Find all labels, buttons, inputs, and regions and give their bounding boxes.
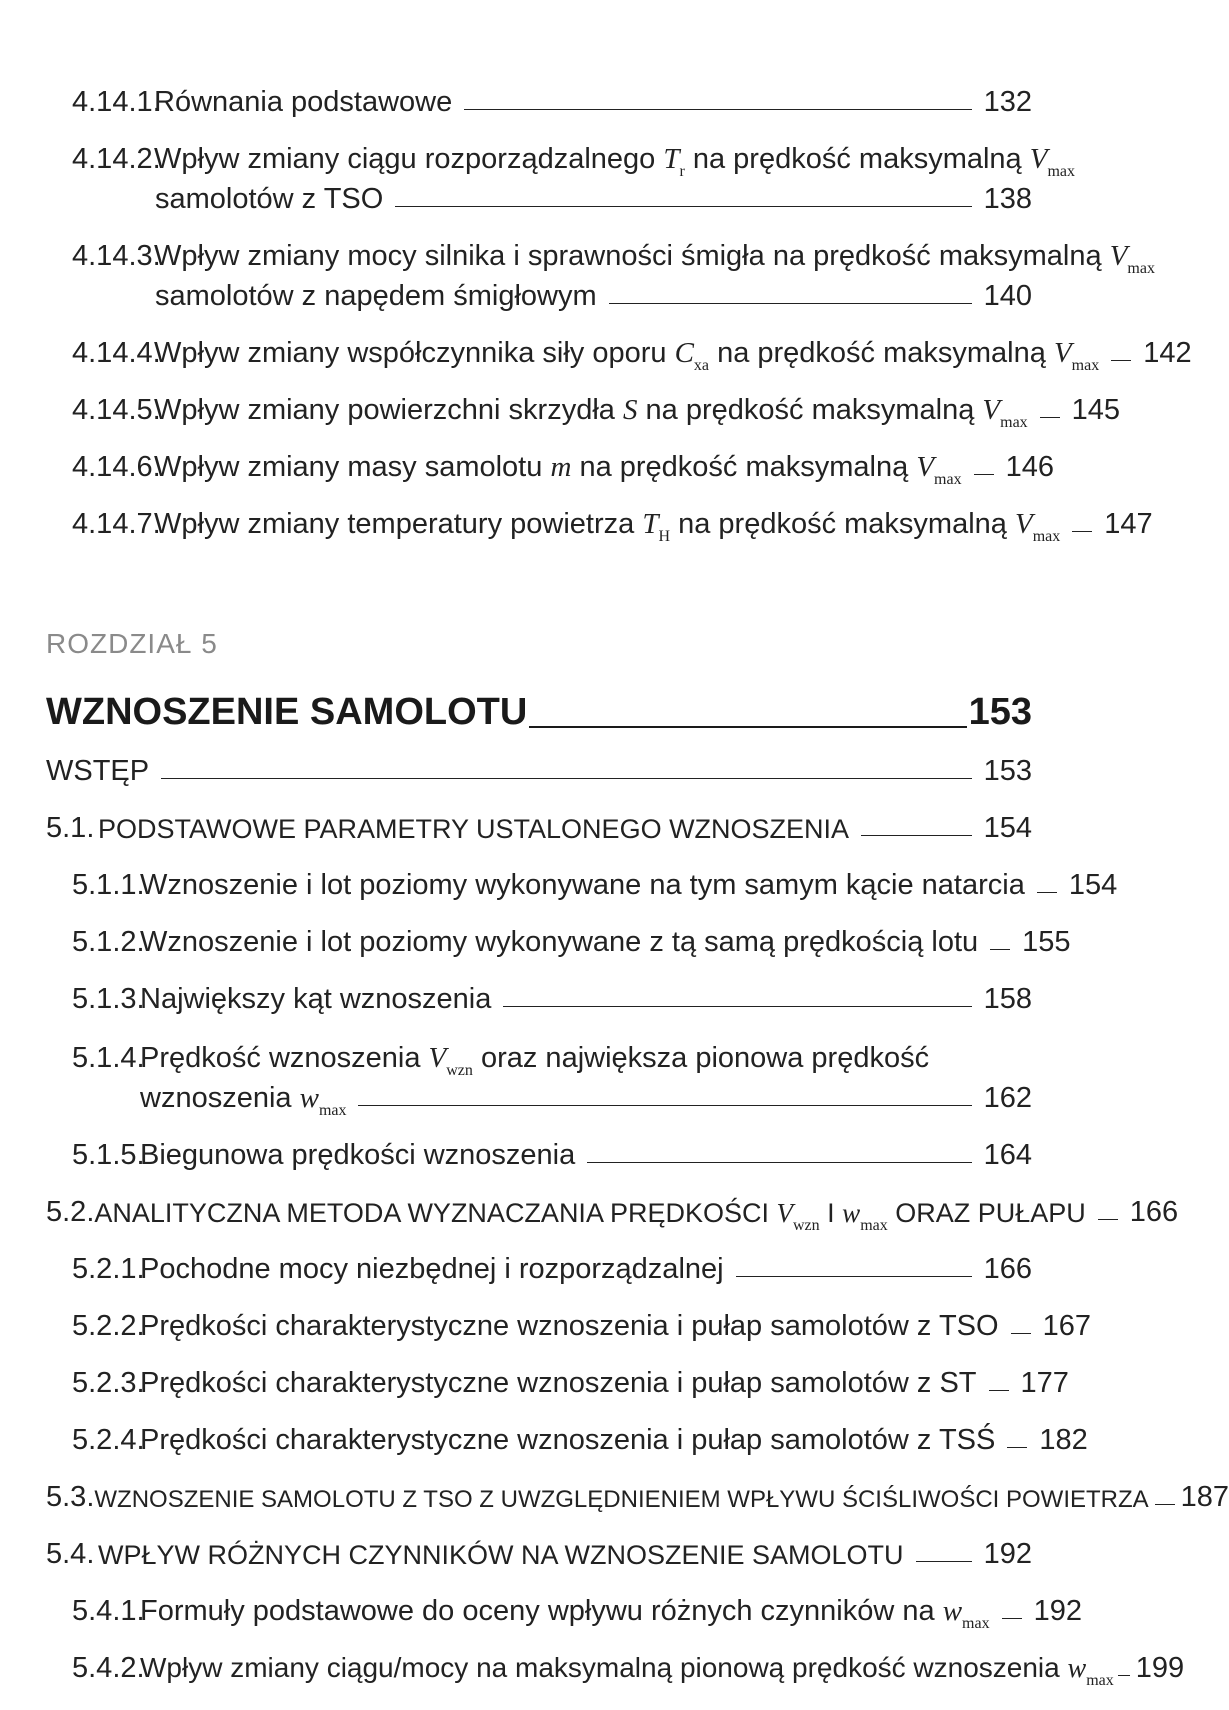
entry-title: WSTĘP (46, 755, 150, 787)
toc-entry (72, 143, 1076, 180)
entry-title: Prędkość wznoszenia $V_{wzn}$ oraz największa pionowa prędkość (140, 1042, 930, 1079)
entry-number: 4.14.6. (72, 451, 161, 483)
toc-entry (46, 1538, 1032, 1571)
entry-title: Wpływ zmiany masy samolotu m na prędkość maksymalną $V_{max}$ (154, 451, 962, 488)
entry-page: 166 (1129, 1196, 1179, 1228)
entry-title: Równania podstawowe (154, 86, 453, 118)
dot-leader (358, 1105, 971, 1106)
entry-number: 5.1. (46, 812, 95, 844)
entry-page: 187 (1180, 1481, 1229, 1513)
entry-page: 158 (983, 983, 1032, 1015)
entry-page: 145 (1071, 394, 1121, 426)
entry-page: 147 (1104, 508, 1153, 540)
entry-number: 5.2. (46, 1196, 95, 1228)
toc-entry (72, 1367, 1069, 1400)
entry-number: 5.1.5. (72, 1139, 145, 1171)
entry-page: 192 (1033, 1595, 1082, 1627)
entry-number: 5.3. (46, 1481, 95, 1513)
toc-entry (72, 337, 1192, 374)
entry-title: Prędkości charakterystyczne wznoszenia i pułap samolotów z ST (140, 1367, 977, 1399)
chapter-title-row (46, 690, 1032, 734)
toc-entry (72, 394, 1121, 431)
toc-entry (72, 1253, 1032, 1286)
entry-page: 140 (983, 280, 1032, 312)
toc-entry (72, 1139, 1032, 1172)
entry-page: 177 (1020, 1367, 1069, 1399)
dot-leader (1007, 1447, 1027, 1448)
entry-title: Wpływ zmiany powierzchni skrzydła S na prędkość maksymalną $V_{max}$ (154, 394, 1028, 431)
dot-leader (1118, 1675, 1130, 1676)
toc-entry-continuation (155, 183, 1032, 216)
entry-number: 5.1.1. (72, 869, 145, 901)
toc-entry (72, 1042, 930, 1079)
dot-leader (161, 778, 971, 779)
dot-leader (464, 109, 971, 110)
dot-leader (989, 1390, 1009, 1391)
toc-entry (72, 869, 1118, 902)
chapter-label: ROZDZIAŁ 5 (46, 628, 218, 659)
entry-title: WPŁYW RÓŻNYCH CZYNNIKÓW NA WZNOSZENIE SAMOLOTU (98, 1540, 904, 1570)
entry-title: Biegunowa prędkości wznoszenia (140, 1139, 576, 1171)
entry-page: 138 (983, 183, 1032, 215)
entry-number: 5.2.4. (72, 1424, 145, 1456)
dot-leader (503, 1006, 971, 1007)
entry-number: 5.4.1. (72, 1595, 145, 1627)
entry-title: ANALITYCZNA METODA WYZNACZANIA PRĘDKOŚCI $V_{wzn}$ I $w_{max}$ ORAZ PUŁAPU (94, 1198, 1086, 1234)
entry-title: Formuły podstawowe do oceny wpływu różnych czynników na $w_{max}$ (140, 1595, 990, 1632)
entry-title: WZNOSZENIE SAMOLOTU Z TSO Z UWZGLĘDNIENIEM WPŁYWU ŚCIŚLIWOŚCI POWIETRZA (94, 1486, 1149, 1513)
entry-page: 199 (1135, 1652, 1185, 1684)
toc-entry-continuation (155, 280, 1032, 313)
toc-entry (72, 926, 1071, 959)
entry-page: 132 (983, 86, 1032, 118)
entry-number: 4.14.7. (72, 508, 161, 540)
toc-entry (72, 508, 1153, 545)
entry-page: 146 (1005, 451, 1054, 483)
toc-entry (72, 1424, 1088, 1457)
dot-leader (1098, 1219, 1118, 1220)
entry-number: 4.14.5. (72, 394, 161, 426)
chapter-title: WZNOSZENIE SAMOLOTU (46, 691, 528, 733)
toc-entry (72, 451, 1054, 488)
entry-title: Wpływ zmiany współczynnika siły oporu $C_{xa}$ na prędkość maksymalną $V_{max}$ (154, 337, 1100, 374)
entry-number: 5.2.1. (72, 1253, 145, 1285)
entry-title: Wpływ zmiany mocy silnika i sprawności śmigła na prędkość maksymalną $V_{max}$ (154, 240, 1155, 277)
entry-title: Wpływ zmiany ciągu/mocy na maksymalną pionową prędkość wznoszenia $w_{max}$ (140, 1652, 1114, 1689)
dot-leader (529, 726, 966, 728)
entry-title: Wznoszenie i lot poziomy wykonywane z tą samą prędkością lotu (140, 926, 979, 958)
entry-title: Prędkości charakterystyczne wznoszenia i pułap samolotów z TSŚ (140, 1424, 996, 1456)
dot-leader (587, 1162, 971, 1163)
dot-leader (916, 1561, 972, 1562)
dot-leader (395, 206, 971, 207)
entry-page: 154 (983, 812, 1032, 844)
toc-entry (46, 812, 1032, 845)
entry-title: Wpływ zmiany ciągu rozporządzalnego $T_r$ na prędkość maksymalną $V_{max}$ (154, 143, 1076, 180)
entry-number: 4.14.1. (72, 86, 161, 118)
entry-title: Największy kąt wznoszenia (140, 983, 492, 1015)
entry-number: 5.4.2. (72, 1652, 145, 1684)
toc-entry (72, 86, 1032, 119)
entry-title: Pochodne mocy niezbędnej i rozporządzalnej (140, 1253, 724, 1285)
toc-entry (72, 1652, 1185, 1689)
entry-title: Wznoszenie i lot poziomy wykonywane na tym samym kącie natarcia (140, 869, 1025, 901)
dot-leader (1072, 531, 1092, 532)
entry-page: 192 (983, 1538, 1032, 1570)
entry-number: 4.14.4. (72, 337, 161, 369)
toc-entry-continuation (140, 1082, 1032, 1119)
toc-entry (46, 1481, 1229, 1514)
entry-page: 182 (1039, 1424, 1088, 1456)
dot-leader (736, 1276, 972, 1277)
entry-page: 155 (1022, 926, 1071, 958)
entry-page: 167 (1042, 1310, 1091, 1342)
dot-leader (1002, 1618, 1022, 1619)
entry-title: Prędkości charakterystyczne wznoszenia i pułap samolotów z TSO (140, 1310, 999, 1342)
entry-number: 5.4. (46, 1538, 95, 1570)
entry-page: 142 (1143, 337, 1192, 369)
toc-entry (72, 983, 1032, 1016)
chapter-page: 153 (968, 691, 1032, 733)
entry-page: 166 (983, 1253, 1032, 1285)
dot-leader (1155, 1504, 1175, 1505)
dot-leader (1040, 417, 1060, 418)
entry-page: 153 (983, 755, 1032, 787)
entry-title-cont: wznoszenia $w_{max}$ (140, 1082, 347, 1119)
entry-number: 5.2.2. (72, 1310, 145, 1342)
dot-leader (1111, 360, 1131, 361)
entry-title: Wpływ zmiany temperatury powietrza $T_H$ na prędkość maksymalną $V_{max}$ (154, 508, 1061, 545)
entry-title: PODSTAWOWE PARAMETRY USTALONEGO WZNOSZENIA (98, 814, 850, 844)
entry-title-cont: samolotów z napędem śmigłowym (155, 280, 597, 312)
toc-entry (72, 1595, 1082, 1632)
dot-leader (861, 835, 972, 836)
entry-number: 4.14.2. (72, 143, 161, 175)
dot-leader (1037, 892, 1057, 893)
entry-page: 154 (1068, 869, 1118, 901)
dot-leader (990, 949, 1010, 950)
entry-page: 164 (983, 1139, 1032, 1171)
entry-page: 162 (983, 1082, 1032, 1114)
entry-number: 5.2.3. (72, 1367, 145, 1399)
dot-leader (974, 474, 994, 475)
toc-entry (72, 240, 1155, 277)
toc-entry (46, 755, 1032, 788)
entry-number: 4.14.3. (72, 240, 161, 272)
entry-number: 5.1.2. (72, 926, 145, 958)
dot-leader (1011, 1333, 1031, 1334)
toc-entry (46, 1196, 1179, 1234)
entry-title-cont: samolotów z TSO (155, 183, 384, 215)
toc-entry (72, 1310, 1091, 1343)
dot-leader (609, 303, 972, 304)
entry-number: 5.1.3. (72, 983, 145, 1015)
entry-number: 5.1.4. (72, 1042, 145, 1074)
